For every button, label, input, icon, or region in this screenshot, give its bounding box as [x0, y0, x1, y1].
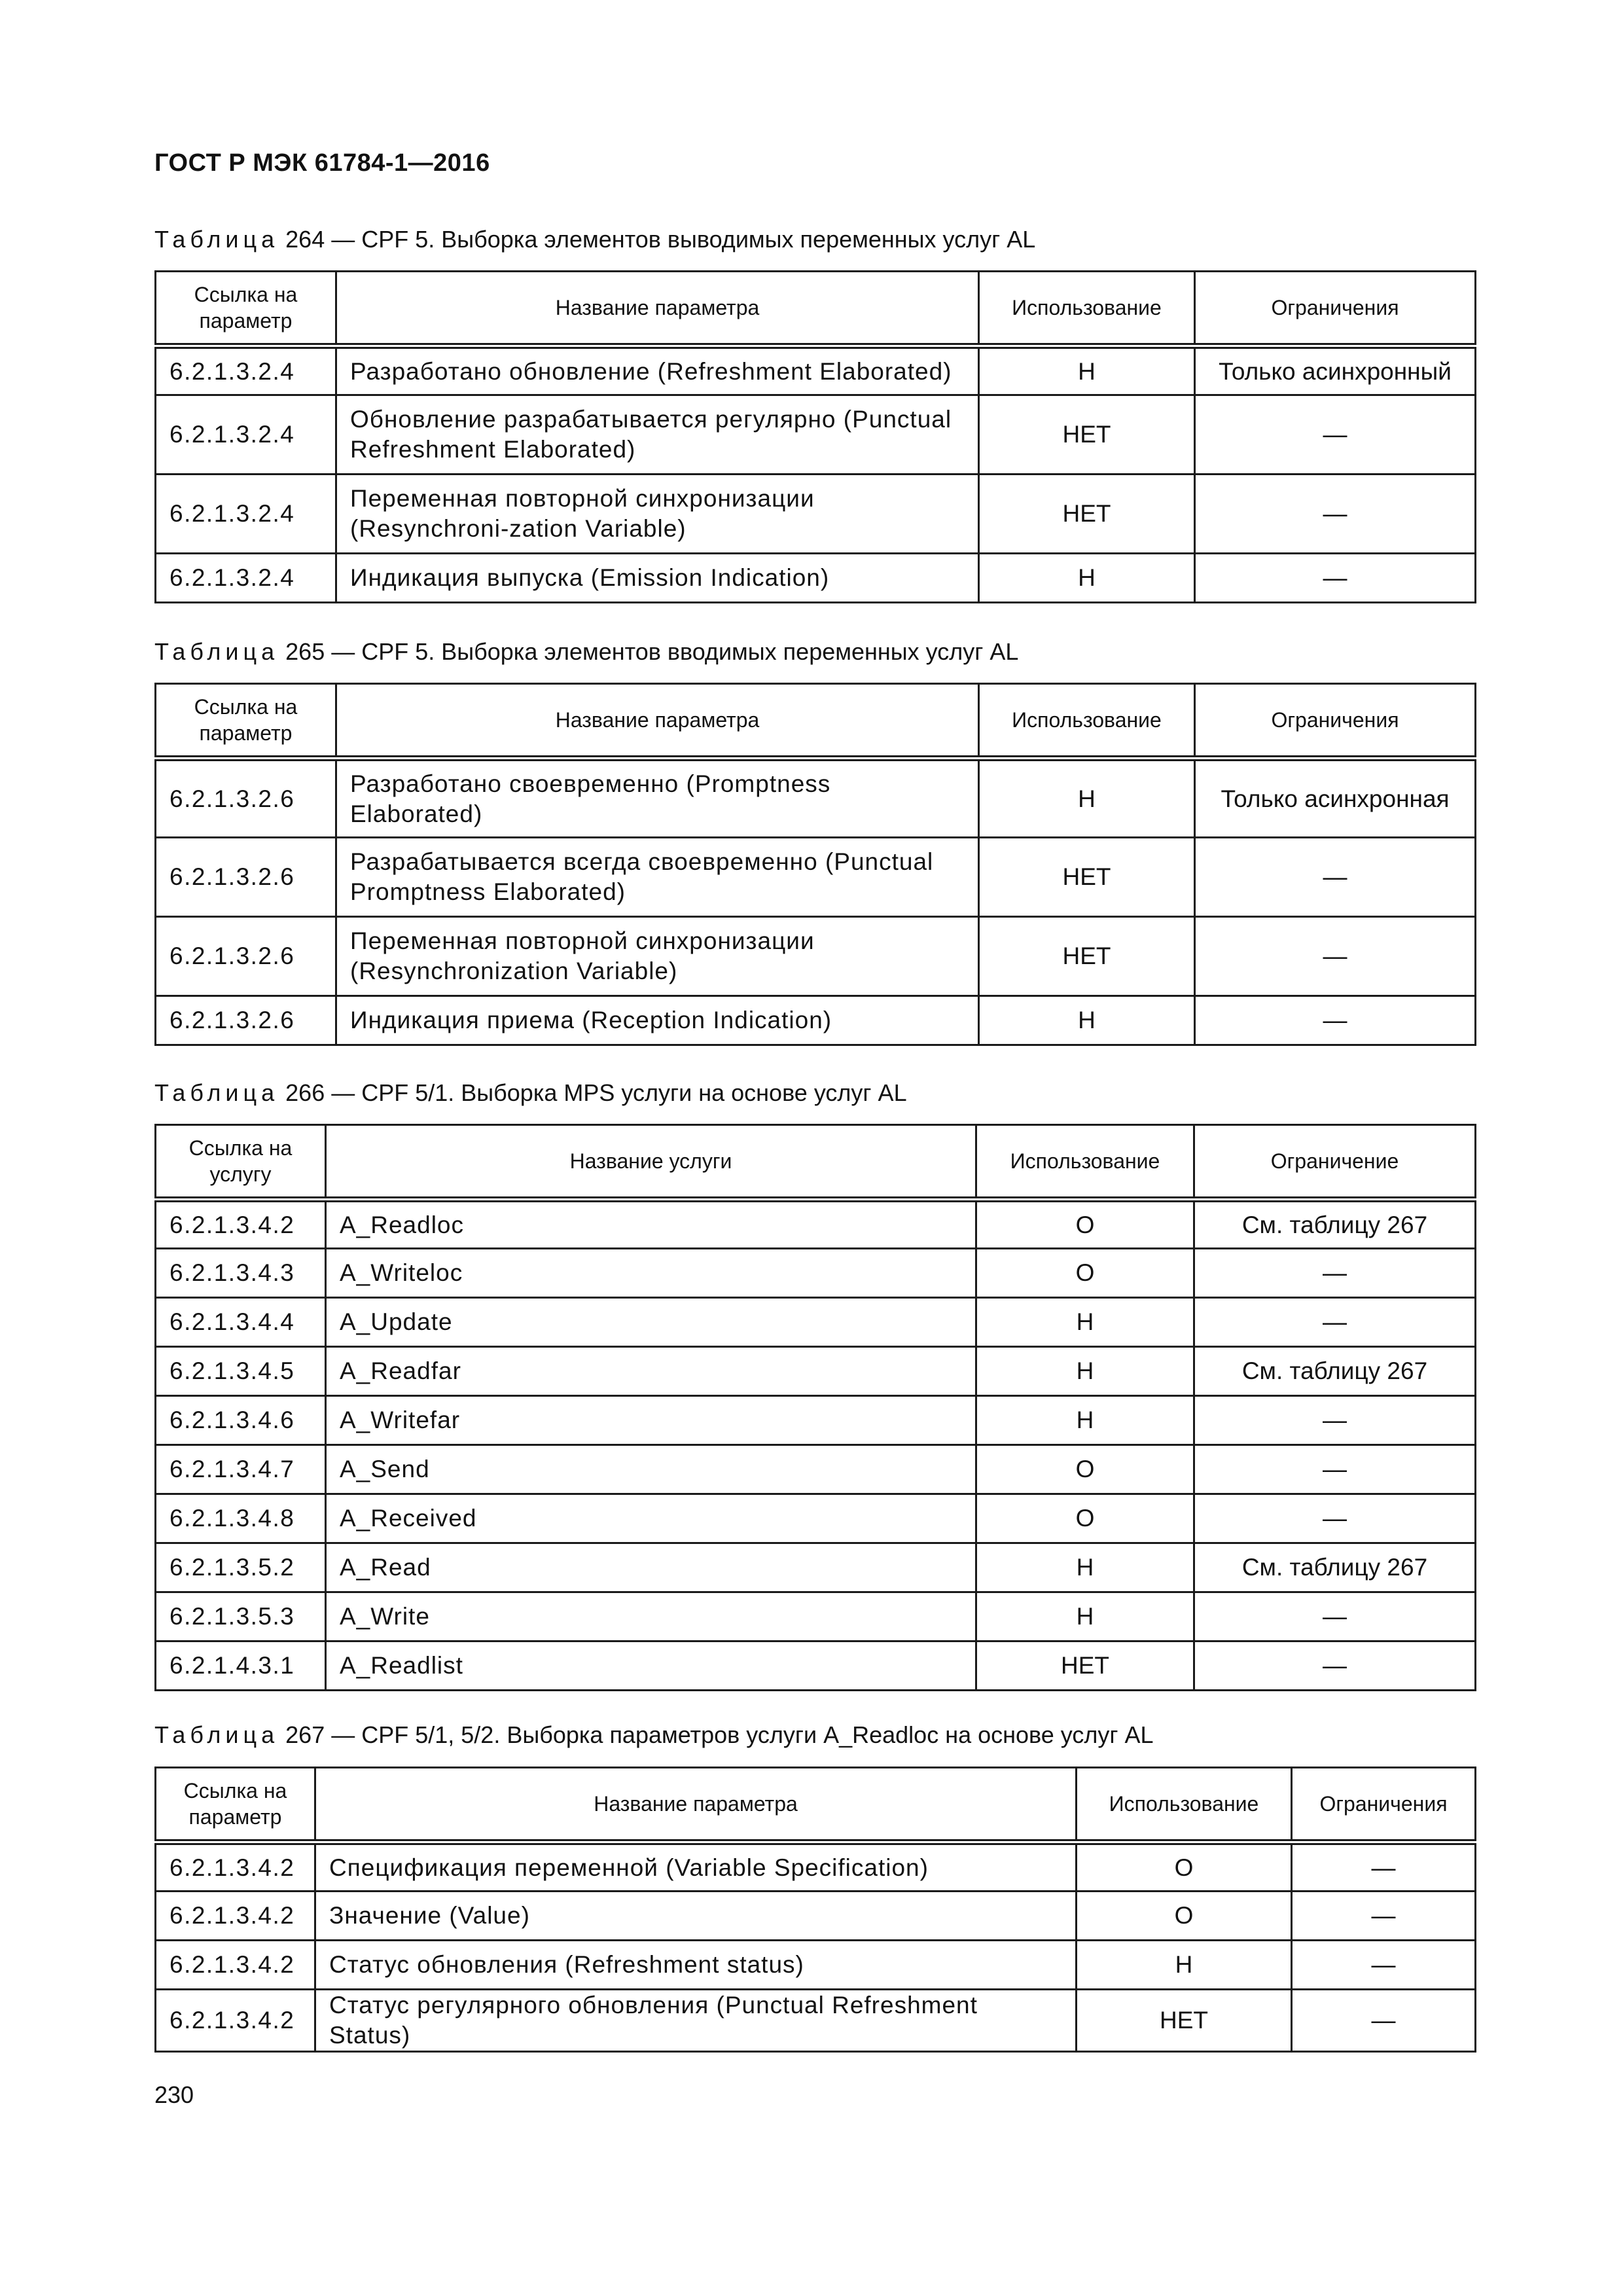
cell-name: Индикация выпуска (Emission Indication) [336, 554, 979, 603]
cell-limit: См. таблицу 267 [1194, 1543, 1476, 1592]
column-header-usage: Использование [976, 1125, 1194, 1200]
cell-limit: — [1292, 1941, 1476, 1990]
table-264-caption [154, 226, 1035, 253]
column-header-usage: Использование [1077, 1768, 1292, 1842]
table-label: Таблица [154, 226, 279, 253]
cell-name: A_Readlist [326, 1641, 976, 1691]
cell-name: A_Update [326, 1298, 976, 1347]
table-row [156, 1494, 1476, 1543]
table-row [156, 759, 1476, 838]
cell-usage: О [1077, 1842, 1292, 1892]
table-label: Таблица [154, 1079, 279, 1106]
table-row [156, 1641, 1476, 1691]
cell-name: A_Send [326, 1445, 976, 1494]
cell-limit: — [1194, 1396, 1476, 1445]
cell-usage: Н [976, 1396, 1194, 1445]
table-265-caption [154, 638, 1018, 666]
cell-name: A_Read [326, 1543, 976, 1592]
table-label: Таблица [154, 1721, 279, 1748]
table-row [156, 996, 1476, 1045]
table-266-caption [154, 1079, 907, 1107]
cell-name: Обновление разрабатывается регулярно (Punctual Refreshment Elaborated) [336, 395, 979, 475]
cell-reference: 6.2.1.3.4.2 [156, 1941, 315, 1990]
cell-usage: НЕТ [979, 838, 1195, 917]
table-title: 264 — CPF 5. Выборка элементов выводимых переменных услуг AL [279, 226, 1036, 253]
cell-name: Статус обновления (Refreshment status) [315, 1941, 1077, 1990]
cell-name: Разработано обновление (Refreshment Elaborated) [336, 346, 979, 395]
cell-name: A_Received [326, 1494, 976, 1543]
cell-reference: 6.2.1.4.3.1 [156, 1641, 326, 1691]
cell-limit: Только асинхронная [1195, 759, 1476, 838]
cell-usage: Н [979, 346, 1195, 395]
column-header-reference: Ссылка на параметр [156, 272, 336, 346]
cell-name: Переменная повторной синхронизации (Resynchroni-zation Variable) [336, 475, 979, 554]
table-row [156, 1592, 1476, 1641]
table-title: 266 — CPF 5/1. Выборка MPS услуги на основе услуг AL [279, 1079, 907, 1106]
cell-reference: 6.2.1.3.2.4 [156, 554, 336, 603]
cell-limit: См. таблицу 267 [1194, 1347, 1476, 1396]
cell-reference: 6.2.1.3.2.4 [156, 395, 336, 475]
table-row [156, 1200, 1476, 1249]
table-row [156, 1396, 1476, 1445]
cell-usage: Н [976, 1543, 1194, 1592]
cell-name: Значение (Value) [315, 1892, 1077, 1941]
table-264 [154, 270, 1476, 603]
cell-reference: 6.2.1.3.4.6 [156, 1396, 326, 1445]
cell-usage: НЕТ [979, 917, 1195, 996]
cell-limit: — [1195, 917, 1476, 996]
cell-reference: 6.2.1.3.4.2 [156, 1990, 315, 2052]
cell-usage: Н [976, 1347, 1194, 1396]
cell-reference: 6.2.1.3.2.4 [156, 475, 336, 554]
cell-reference: 6.2.1.3.4.2 [156, 1200, 326, 1249]
cell-limit: — [1195, 395, 1476, 475]
table-row [156, 554, 1476, 603]
cell-reference: 6.2.1.3.2.6 [156, 838, 336, 917]
cell-limit: — [1194, 1249, 1476, 1298]
table-row [156, 1892, 1476, 1941]
table-row [156, 395, 1476, 475]
page-number: 230 [154, 2081, 194, 2108]
cell-reference: 6.2.1.3.4.8 [156, 1494, 326, 1543]
cell-reference: 6.2.1.3.4.2 [156, 1892, 315, 1941]
table-row [156, 1347, 1476, 1396]
cell-name: Разрабатывается всегда своевременно (Punctual Promptness Elaborated) [336, 838, 979, 917]
cell-limit: — [1292, 1892, 1476, 1941]
table-row [156, 1298, 1476, 1347]
table-267 [154, 1767, 1476, 2053]
cell-limit: — [1194, 1494, 1476, 1543]
table-row [156, 346, 1476, 395]
table-header-row [156, 1125, 1476, 1200]
cell-limit: — [1194, 1298, 1476, 1347]
cell-reference: 6.2.1.3.5.2 [156, 1543, 326, 1592]
cell-name: A_Readloc [326, 1200, 976, 1249]
cell-usage: О [976, 1249, 1194, 1298]
column-header-limits: Ограничение [1194, 1125, 1476, 1200]
cell-limit: — [1194, 1592, 1476, 1641]
table-row [156, 1842, 1476, 1892]
cell-reference: 6.2.1.3.2.6 [156, 917, 336, 996]
cell-usage: Н [979, 554, 1195, 603]
cell-limit: — [1292, 1842, 1476, 1892]
table-266 [154, 1124, 1476, 1691]
column-header-limits: Ограничения [1292, 1768, 1476, 1842]
cell-name: Индикация приема (Reception Indication) [336, 996, 979, 1045]
cell-name: Разработано своевременно (Promptness Elaborated) [336, 759, 979, 838]
cell-limit: — [1195, 475, 1476, 554]
table-row [156, 1990, 1476, 2052]
cell-limit: — [1194, 1445, 1476, 1494]
cell-reference: 6.2.1.3.4.7 [156, 1445, 326, 1494]
column-header-name: Название параметра [336, 684, 979, 759]
cell-limit: — [1194, 1641, 1476, 1691]
cell-usage: НЕТ [1077, 1990, 1292, 2052]
cell-limit: — [1195, 838, 1476, 917]
table-header-row [156, 1768, 1476, 1842]
table-267-caption [154, 1721, 1154, 1749]
cell-name: A_Write [326, 1592, 976, 1641]
column-header-reference: Ссылка на услугу [156, 1125, 326, 1200]
cell-usage: О [976, 1494, 1194, 1543]
cell-name: Статус регулярного обновления (Punctual Refreshment Status) [315, 1990, 1077, 2052]
column-header-name: Название услуги [326, 1125, 976, 1200]
table-title: 265 — CPF 5. Выборка элементов вводимых переменных услуг AL [279, 638, 1019, 665]
cell-reference: 6.2.1.3.2.4 [156, 346, 336, 395]
column-header-limits: Ограничения [1195, 272, 1476, 346]
table-row [156, 1543, 1476, 1592]
table-row [156, 1941, 1476, 1990]
column-header-name: Название параметра [315, 1768, 1077, 1842]
cell-usage: Н [976, 1592, 1194, 1641]
cell-usage: Н [976, 1298, 1194, 1347]
table-row [156, 838, 1476, 917]
table-header-row [156, 684, 1476, 759]
column-header-usage: Использование [979, 684, 1195, 759]
cell-limit: Только асинхронный [1195, 346, 1476, 395]
cell-name: A_Writeloc [326, 1249, 976, 1298]
table-label: Таблица [154, 638, 279, 665]
cell-usage: О [1077, 1892, 1292, 1941]
cell-usage: О [976, 1200, 1194, 1249]
cell-reference: 6.2.1.3.4.4 [156, 1298, 326, 1347]
cell-reference: 6.2.1.3.4.2 [156, 1842, 315, 1892]
cell-name: Спецификация переменной (Variable Specification) [315, 1842, 1077, 1892]
cell-usage: НЕТ [979, 395, 1195, 475]
table-row [156, 475, 1476, 554]
cell-limit: — [1195, 996, 1476, 1045]
table-row [156, 917, 1476, 996]
cell-name: Переменная повторной синхронизации (Resynchronization Variable) [336, 917, 979, 996]
cell-usage: НЕТ [979, 475, 1195, 554]
column-header-reference: Ссылка на параметр [156, 1768, 315, 1842]
table-header-row [156, 272, 1476, 346]
cell-usage: О [976, 1445, 1194, 1494]
cell-usage: НЕТ [976, 1641, 1194, 1691]
table-265 [154, 683, 1476, 1046]
cell-usage: Н [1077, 1941, 1292, 1990]
table-row [156, 1249, 1476, 1298]
cell-usage: Н [979, 759, 1195, 838]
column-header-limits: Ограничения [1195, 684, 1476, 759]
table-row [156, 1445, 1476, 1494]
cell-reference: 6.2.1.3.2.6 [156, 759, 336, 838]
cell-name: A_Writefar [326, 1396, 976, 1445]
cell-name: A_Readfar [326, 1347, 976, 1396]
cell-limit: — [1195, 554, 1476, 603]
table-title: 267 — CPF 5/1, 5/2. Выборка параметров услуги A_Readloc на основе услуг AL [279, 1721, 1154, 1748]
cell-limit: — [1292, 1990, 1476, 2052]
cell-reference: 6.2.1.3.5.3 [156, 1592, 326, 1641]
cell-reference: 6.2.1.3.4.3 [156, 1249, 326, 1298]
column-header-usage: Использование [979, 272, 1195, 346]
column-header-reference: Ссылка на параметр [156, 684, 336, 759]
document-header: ГОСТ Р МЭК 61784-1—2016 [154, 149, 490, 177]
cell-reference: 6.2.1.3.4.5 [156, 1347, 326, 1396]
cell-limit: См. таблицу 267 [1194, 1200, 1476, 1249]
cell-usage: Н [979, 996, 1195, 1045]
cell-reference: 6.2.1.3.2.6 [156, 996, 336, 1045]
column-header-name: Название параметра [336, 272, 979, 346]
